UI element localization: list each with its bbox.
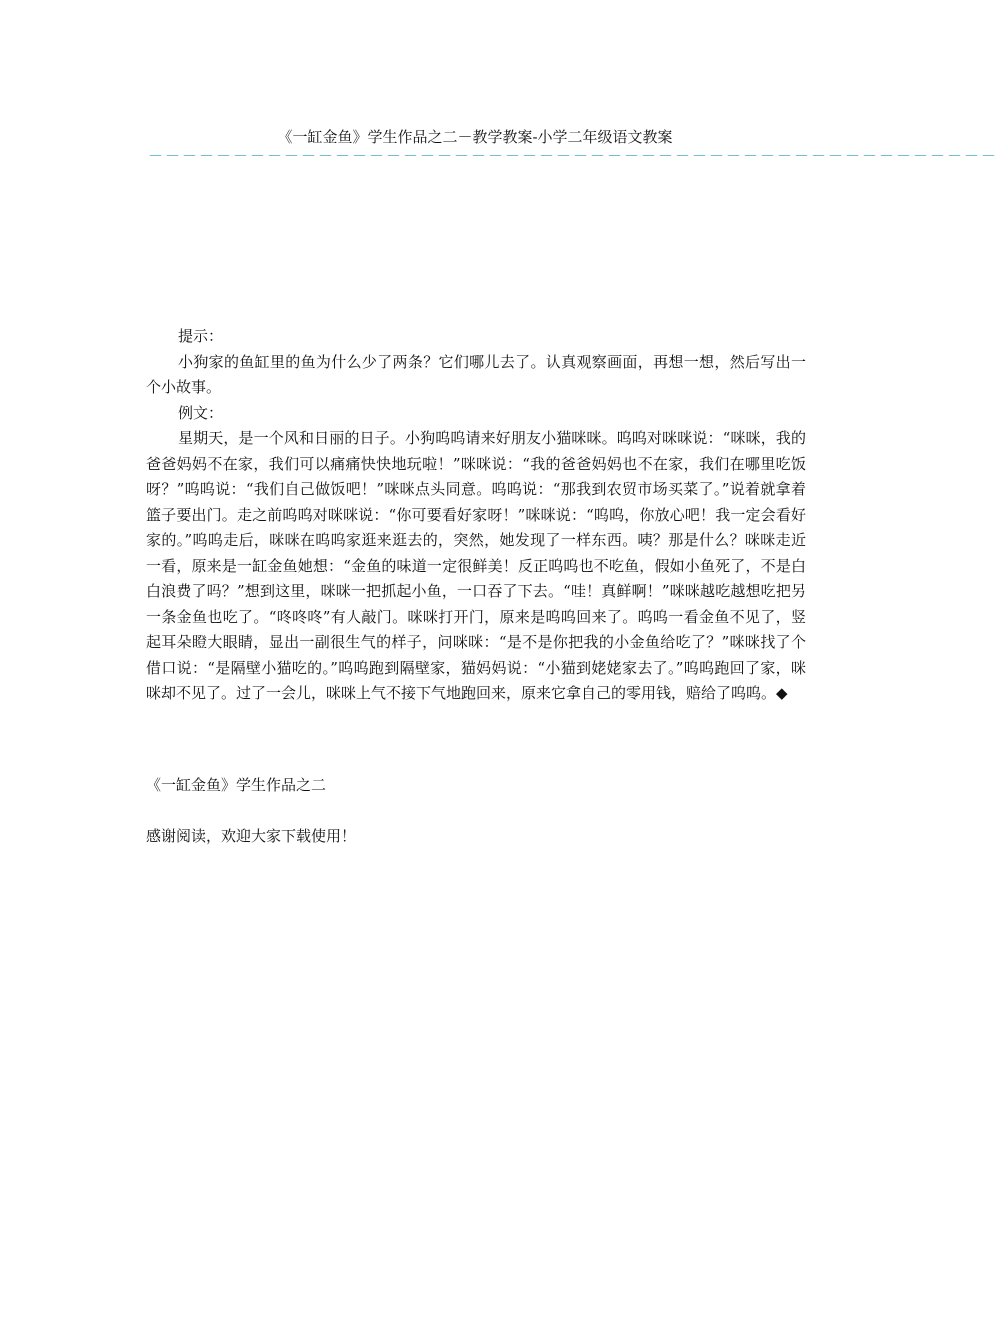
title-divider: －－－－－－－－－－－－－－－－－－－－－－－－－－－－－－－－－－－－－－－－－－－－－－－－－－ [148,147,998,165]
article-body [146,324,806,707]
example-label: 例文： [178,403,224,422]
hint-label: 提示： [178,327,224,345]
footer-thanks: 感谢阅读，欢迎大家下载使用！ [146,827,357,845]
story-text: 星期天，是一个风和日丽的日子。小狗呜呜请来好朋友小猫咪咪。呜呜对咪咪说：“咪咪，我的爸爸妈妈不在家，我们可以痛痛快快地玩啦！”咪咪说：“我的爸爸妈妈也不在家，我们在哪里吃饭呀？”呜呜说：“我们自己做饭吧！”咪咪点头同意。呜呜说：“那我到农贸市场买菜了。”说着就拿着篮子要出门。走之前呜呜对咪咪说：“你可要看好家呀！”咪咪说：“呜呜，你放心吧！我一定会看好家的。”呜呜走后，咪咪在呜呜家逛来逛去的，突然，她发现了一样东西。咦？那是什么？咪咪走近一看，原来是一缸金鱼她想：“金鱼的味道一定很鲜美！反正呜呜也不吃鱼，假如小鱼死了，不是白白浪费了吗？”想到这里，咪咪一把抓起小鱼，一口吞了下去。“哇！真鲜啊！”咪咪越吃越想吃把另一条金鱼也吃了。“咚咚咚”有人敲门。咪咪打开门，原来是呜呜回来了。呜呜一看金鱼不见了，竖起耳朵瞪大眼睛，显出一副很生气的样子，问咪咪：“是不是你把我的小金鱼给吃了？”咪咪找了个借口说：“是隔壁小猫吃的。”呜呜跑到隔壁家，猫妈妈说：“小猫到姥姥家去了。”呜呜跑回了家，咪咪却不见了。过了一会儿，咪咪上气不接下气地跑回来，原来它拿自己的零用钱，赔给了呜呜。◆ [146,429,806,702]
footer-title: 《一缸金鱼》学生作品之二 [146,776,327,794]
page-title: 《一缸金鱼》学生作品之二－教学教案-小学二年级语文教案 [277,128,673,146]
hint-text: 小狗家的鱼缸里的鱼为什么少了两条？它们哪儿去了。认真观察画面，再想一想，然后写出一个小故事。 [146,352,806,396]
